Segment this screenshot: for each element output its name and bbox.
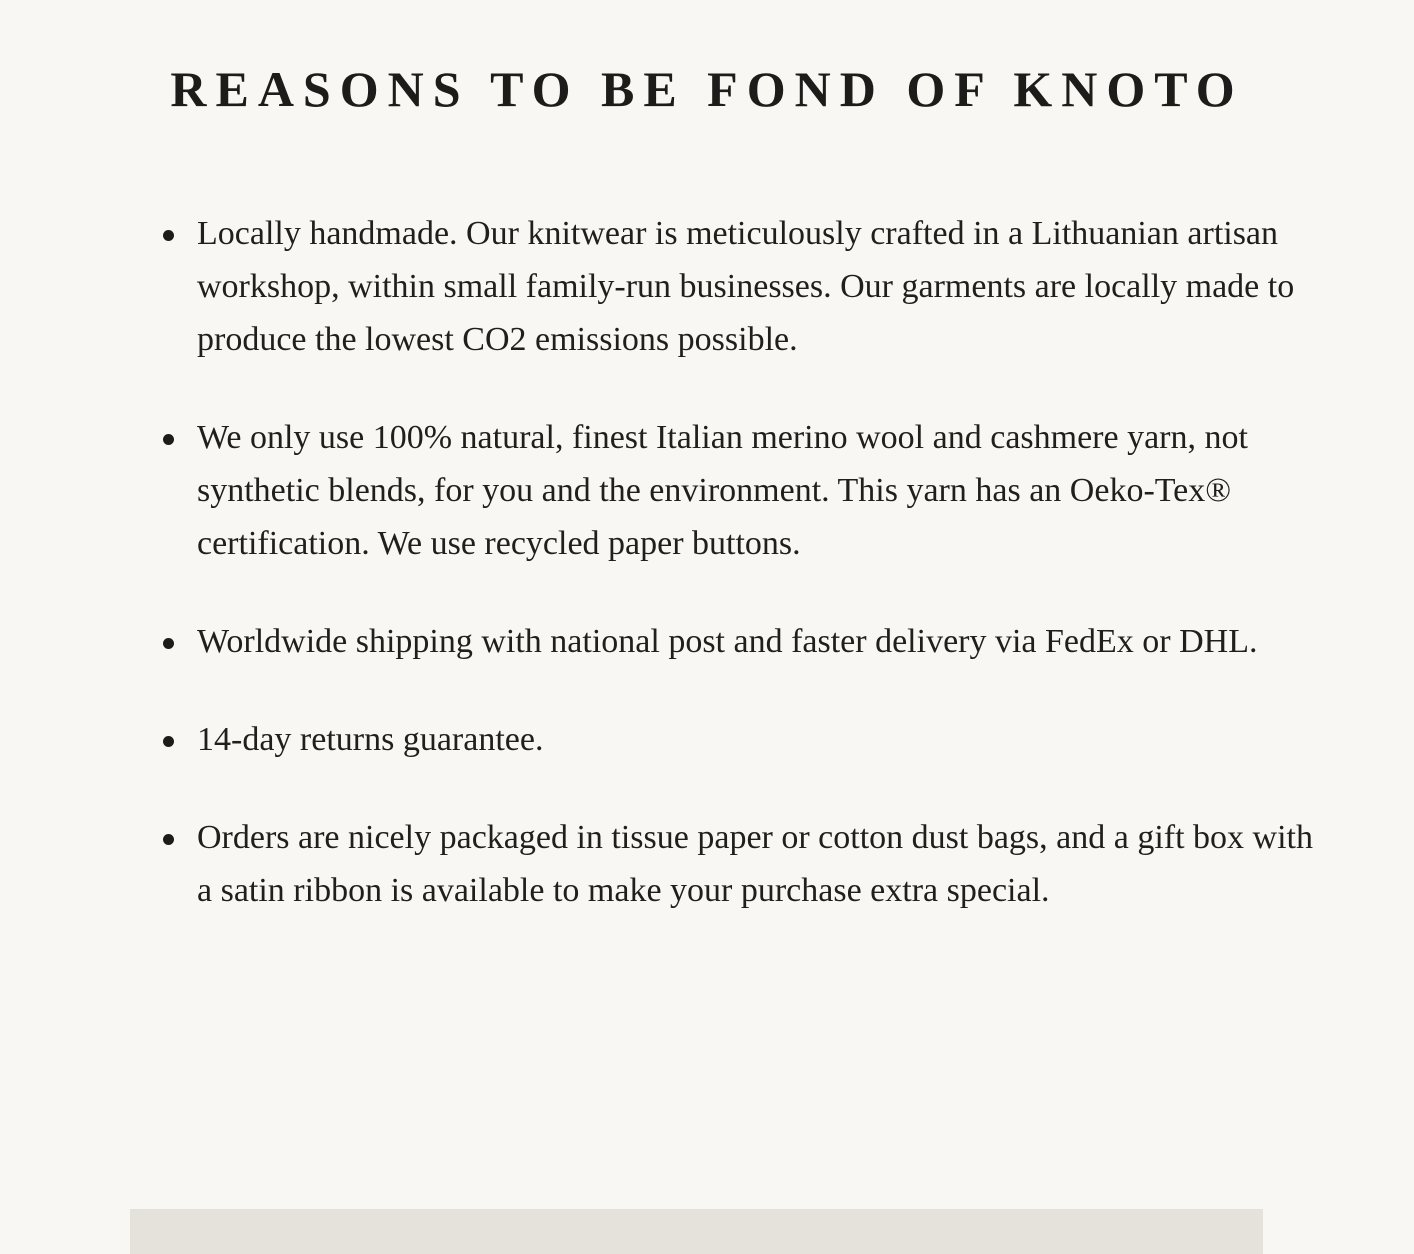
bullet-icon — [163, 434, 174, 445]
list-item — [197, 615, 1332, 668]
list-item — [197, 207, 1332, 366]
list-item — [197, 713, 1332, 766]
list-item-text: 14-day returns guarantee. — [197, 721, 544, 758]
list-item-text: Orders are nicely packaged in tissue paper or cotton dust bags, and a gift box with a satin ribbon is available to make your purchase extra special. — [197, 819, 1314, 909]
page-title: REASONS TO BE FOND OF KNOTO — [170, 61, 1244, 117]
list-item-text: Locally handmade. Our knitwear is meticulously crafted in a Lithuanian artisan workshop, within small family-run businesses. Our garments are locally made to produce the lowest CO2 emissions possible. — [197, 215, 1295, 358]
bullet-icon — [163, 230, 174, 241]
list-item — [197, 811, 1332, 917]
next-section-block — [130, 1209, 1263, 1254]
list-item — [197, 411, 1332, 570]
benefits-list — [197, 207, 1332, 917]
bullet-icon — [163, 834, 174, 845]
list-item-text: We only use 100% natural, finest Italian merino wool and cashmere yarn, not synthetic blends, for you and the environment. This yarn has an Oeko-Tex® certification. We use recycled paper buttons. — [197, 419, 1248, 562]
list-item-text: Worldwide shipping with national post and faster delivery via FedEx or DHL. — [197, 623, 1258, 660]
bullet-icon — [163, 736, 174, 747]
bullet-icon — [163, 638, 174, 649]
